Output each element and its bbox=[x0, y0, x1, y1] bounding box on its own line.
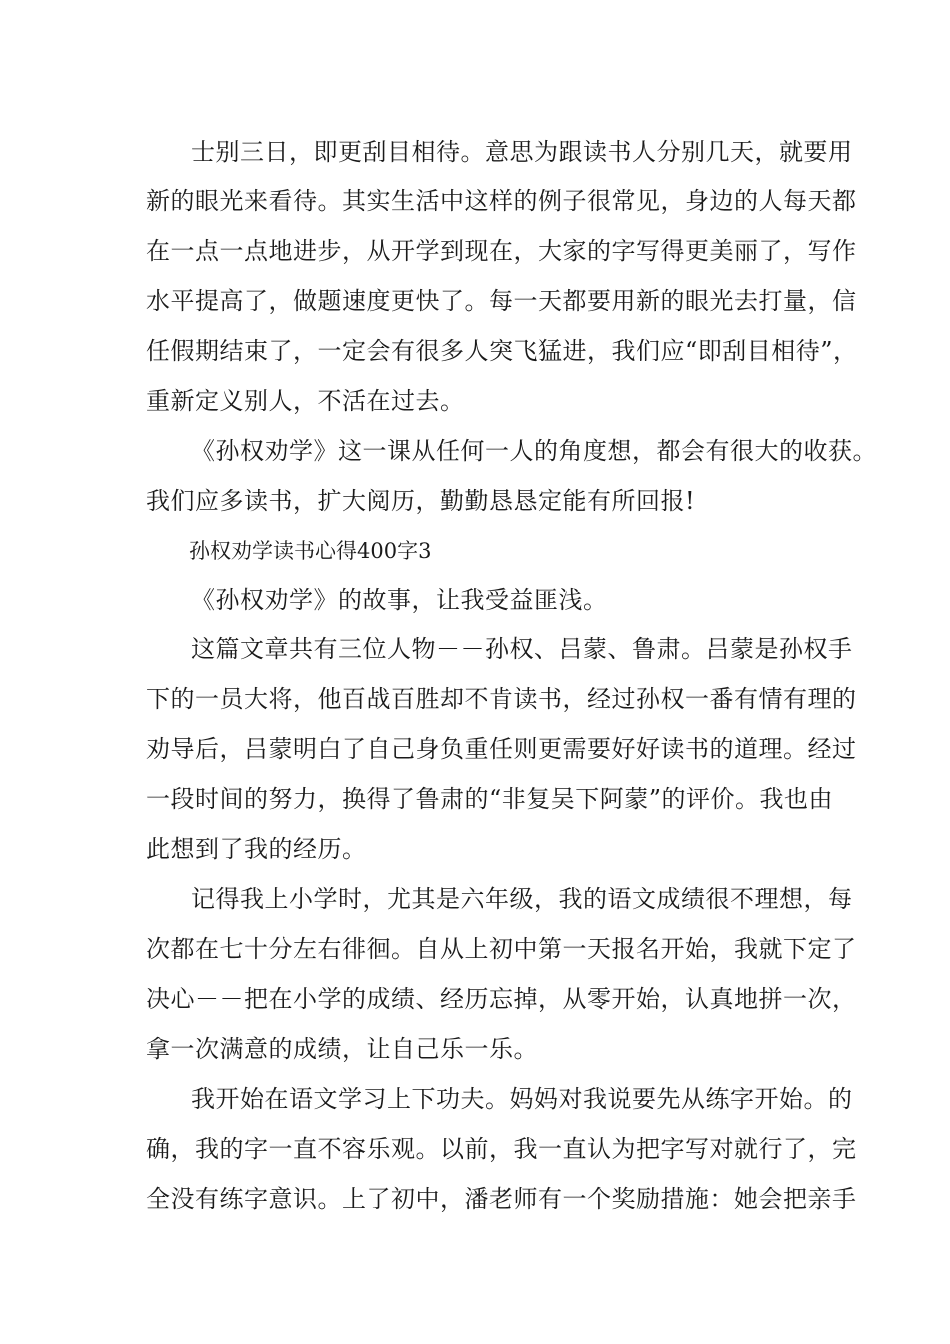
paragraph-line: 我们应多读书，扩大阅历，勤勤恳恳定能有所回报! bbox=[146, 487, 696, 515]
paragraph-line: 水平提高了，做题速度更快了。每一天都要用新的眼光去打量，信 bbox=[146, 287, 857, 315]
paragraph-line: 此想到了我的经历。 bbox=[146, 835, 367, 863]
paragraph-line: 确，我的字一直不容乐观。以前，我一直认为把字写对就行了，完 bbox=[146, 1135, 857, 1163]
paragraph-line: 任假期结束了，一定会有很多人突飞猛进，我们应“即刮目相待”， bbox=[146, 337, 858, 365]
paragraph-line: 决心－－把在小学的成绩、经历忘掉，从零开始，认真地拼一次， bbox=[146, 985, 857, 1013]
paragraph-line: 《孙权劝学》这一课从任何一人的角度想，都会有很大的收获。 bbox=[191, 437, 877, 465]
paragraph-line: 次都在七十分左右徘徊。自从上初中第一天报名开始，我就下定了 bbox=[146, 935, 857, 963]
paragraph-line: 全没有练字意识。上了初中，潘老师有一个奖励措施：她会把亲手 bbox=[146, 1185, 857, 1213]
paragraph-line: 拿一次满意的成绩，让自己乐一乐。 bbox=[146, 1035, 538, 1063]
paragraph-line: 下的一员大将，他百战百胜却不肯读书，经过孙权一番有情有理的 bbox=[146, 685, 857, 713]
paragraph-line: 新的眼光来看待。其实生活中这样的例子很常见，身边的人每天都 bbox=[146, 187, 857, 215]
paragraph-line: 士别三日，即更刮目相待。意思为跟读书人分别几天，就要用 bbox=[191, 138, 853, 166]
paragraph-line: 劝导后，吕蒙明白了自己身负重任则更需要好好读书的道理。经过 bbox=[146, 735, 857, 763]
section-heading: 孙权劝学读书心得400字3 bbox=[189, 539, 432, 563]
paragraph-line: 《孙权劝学》的故事，让我受益匪浅。 bbox=[191, 586, 608, 614]
paragraph-line: 一段时间的努力，换得了鲁肃的“非复吴下阿蒙”的评价。我也由 bbox=[146, 785, 834, 813]
paragraph-line: 我开始在语文学习上下功夫。妈妈对我说要先从练字开始。的 bbox=[191, 1085, 853, 1113]
paragraph-line: 记得我上小学时，尤其是六年级，我的语文成绩很不理想，每 bbox=[191, 885, 853, 913]
paragraph-line: 这篇文章共有三位人物－－孙权、吕蒙、鲁肃。吕蒙是孙权手 bbox=[191, 635, 853, 663]
paragraph-line: 重新定义别人，不活在过去。 bbox=[146, 387, 465, 415]
paragraph-line: 在一点一点地进步，从开学到现在，大家的字写得更美丽了，写作 bbox=[146, 237, 857, 265]
